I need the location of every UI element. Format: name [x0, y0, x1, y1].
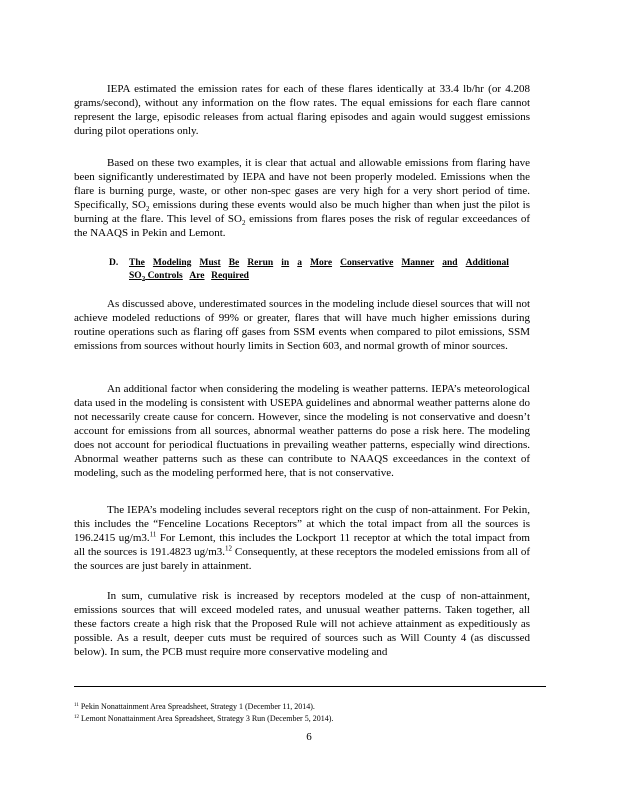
footnote-ref-11[interactable]: 11	[149, 530, 157, 539]
paragraph-weather-patterns: An additional factor when considering the modeling is weather patterns. IEPA’s meteorological data used in the modeling is consistent with USEPA guidelines and abnormal weather patterns alone do not necessarily create cause for concern. However, since the modeling is not conservative and doesn’t account for emissions from all sources, abnormal weather patterns do pose a risk here. The modeling does not account for periodical fluctuations in prevailing weather patterns, especially wind directions. Abnormal weather patterns such as these can contribute to NAAQS exceedances in the context of modeling, such as the modeling performed here, that is not conservative.	[74, 383, 530, 479]
page-number: 6	[306, 731, 312, 743]
footnote-separator	[74, 686, 546, 687]
section-heading-line1: The Modeling Must Be Rerun in a More Conservative Manner and Additional	[129, 258, 509, 268]
paragraph-flaring-underestimated: Based on these two examples, it is clear that actual and allowable emissions from flaring have been significantly underestimated by IEPA and have not been properly modeled. Emissions when the flare is burning purge, waste, or other non-spec gases are very high for a very short period of time. Specifically, $SO_2$ emissions during these events would also be much higher than when just the pilot is burning at the flare. This level of $SO_2$ emissions from flares poses the risk of regular exceedances of the NAAQS in Pekin and Lemont.	[74, 157, 531, 239]
section-heading-line2: $SO_2$ Controls Are Required	[129, 271, 249, 283]
footnote-12: $^{12}$ Lemont Nonattainment Area Spreadsheet, Strategy 3 Run (December 5, 2014).	[74, 714, 334, 723]
paragraph-cumulative-risk: In sum, cumulative risk is increased by receptors modeled at the cusp of non-attainment, emissions sources that will exceed modeled rates, and unusual weather patterns. Taken together, all these factors create a high risk that the Proposed Rule will not achieve attainment as expeditiously as possible. As a result, deeper cuts must be required of sources such as Will County 4 (as discussed below). In sum, the PCB must require more conservative modeling and	[74, 590, 530, 658]
section-letter: D.	[109, 258, 119, 268]
paragraph-receptors-cusp: The IEPA’s modeling includes several receptors right on the cusp of non-attainment. For Pekin, this includes the “Fenceline Locations Receptors” at which the total impact from all the sources is 196.2415 ug/m3.11 For Lemont, this includes the Lockport 11 receptor at which the total impact from all the sources is 191.4823 ug/m3.12 Consequently, at these receptors the modeled emissions from all of the sources are just barely in attainment.	[74, 504, 530, 572]
paragraph-underestimated-sources: As discussed above, underestimated sources in the modeling include diesel sources that will not achieve modeled reductions of 99% or greater, flares that will have much higher emissions during routine operations such as flaring off gases from SSM events when compared to pilot emissions, SSM emissions from sources without hourly limits in Section 603, and normal growth of minor sources.	[74, 298, 530, 352]
footnote-ref-12[interactable]: 12	[225, 544, 233, 553]
paragraph-flare-emission-rates: IEPA estimated the emission rates for each of these flares identically at 33.4 lb/hr (or 4.208 grams/second), without any information on the flow rates. The equal emissions for each flare cannot represent the large, episodic releases from actual flaring episodes and again would suggest emissions during pilot operations only.	[74, 83, 530, 137]
footnote-11: $^{11}$ Pekin Nonattainment Area Spreadsheet, Strategy 1 (December 11, 2014).	[74, 702, 315, 711]
